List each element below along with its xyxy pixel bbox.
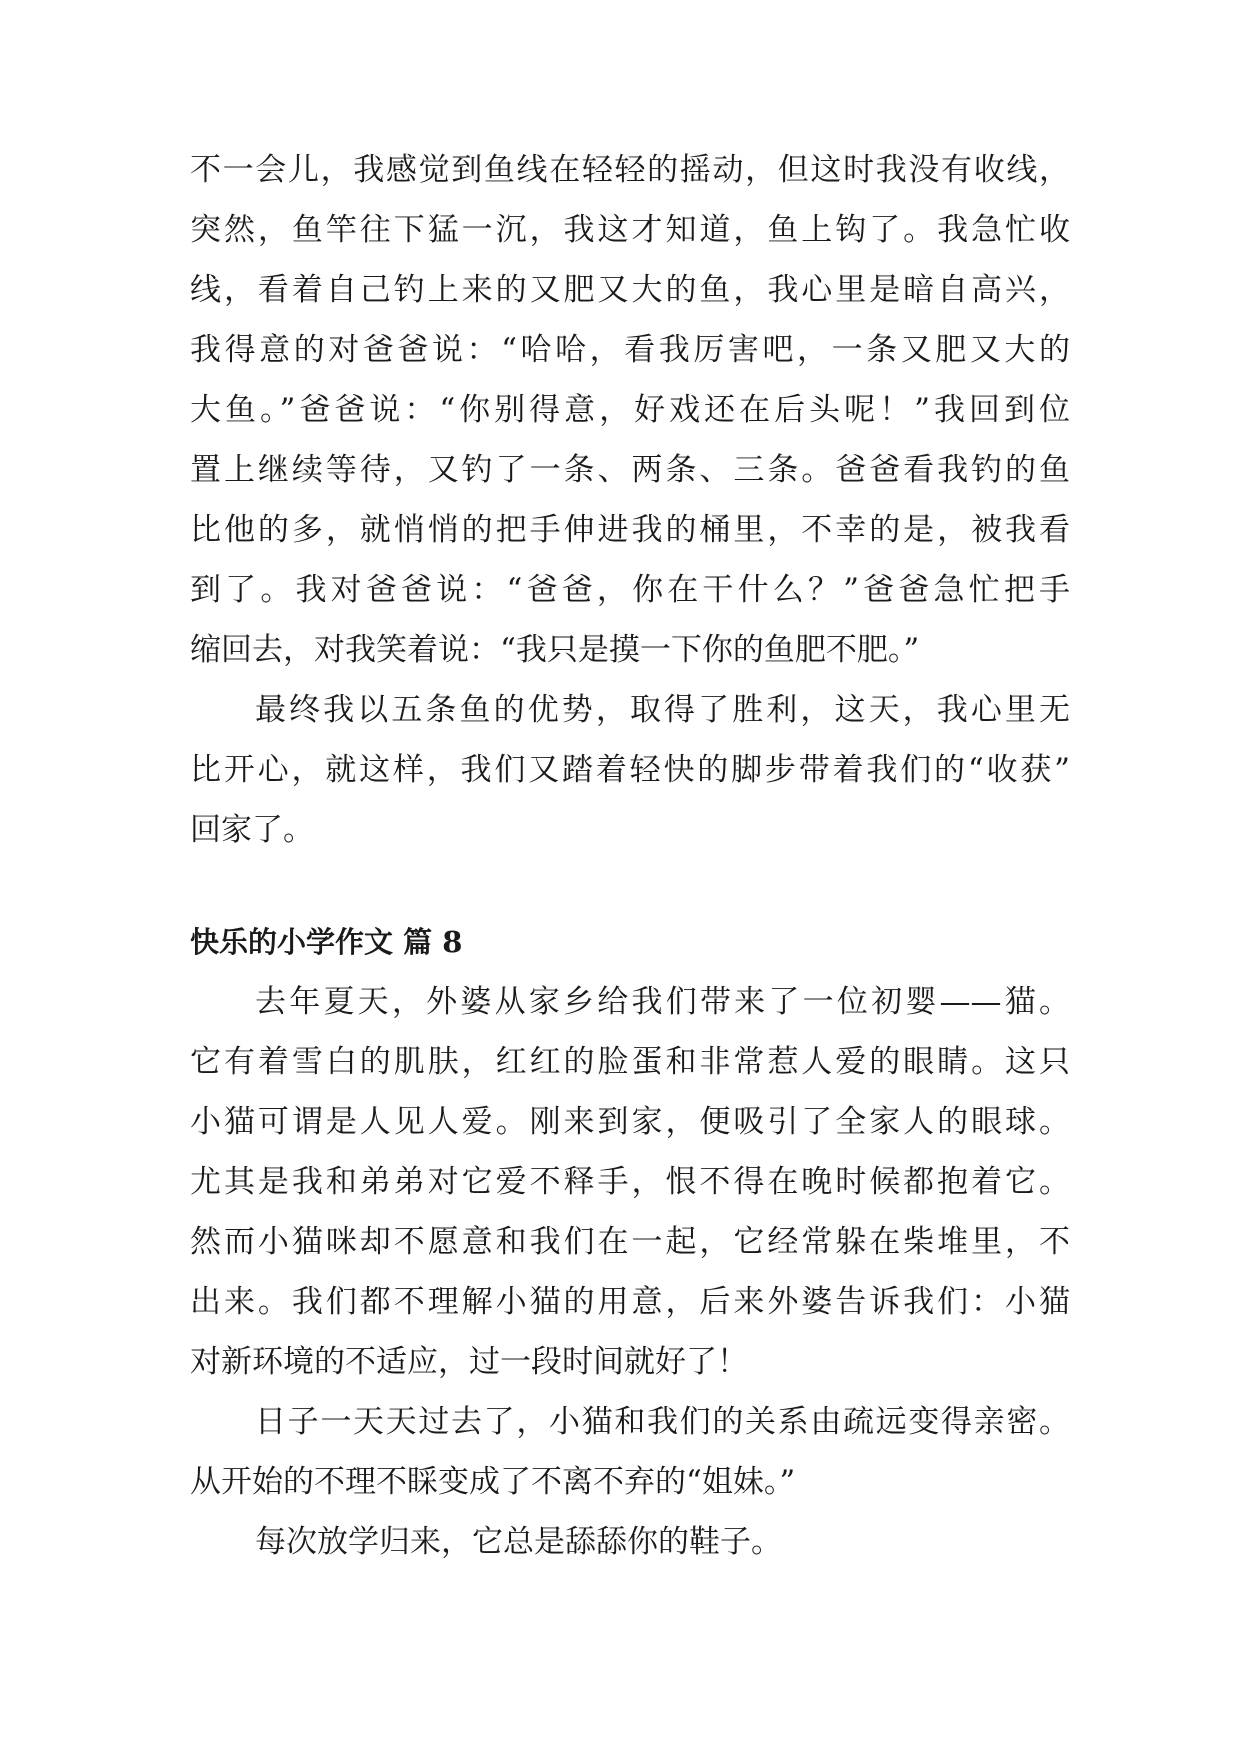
paragraph-line: 从开始的不理不睬变成了不离不弃的“姐妹。” xyxy=(190,1464,796,1500)
section-heading: 快乐的小学作文 篇 8 xyxy=(190,925,463,959)
paragraph-line: 然而小猫咪却不愿意和我们在一起，它经常躲在柴堆里，不 xyxy=(190,1224,1070,1260)
paragraph-line: 大鱼。”爸爸说：“你别得意，好戏还在后头呢！”我回到位 xyxy=(190,392,1070,428)
paragraph-line: 突然，鱼竿往下猛一沉，我这才知道，鱼上钩了。我急忙收 xyxy=(190,212,1070,248)
paragraph-line: 尤其是我和弟弟对它爱不释手，恨不得在晚时候都抱着它。 xyxy=(190,1164,1070,1200)
paragraph-line: 比他的多，就悄悄的把手伸进我的桶里，不幸的是，被我看 xyxy=(190,512,1070,548)
paragraph-line: 线，看着自己钓上来的又肥又大的鱼，我心里是暗自高兴， xyxy=(190,272,1070,308)
paragraph-line: 它有着雪白的肌肤，红红的脸蛋和非常惹人爱的眼睛。这只 xyxy=(190,1044,1070,1080)
paragraph-line: 最终我以五条鱼的优势，取得了胜利，这天，我心里无 xyxy=(255,692,1070,728)
paragraph-line: 出来。我们都不理解小猫的用意，后来外婆告诉我们：小猫 xyxy=(190,1284,1070,1320)
paragraph-line: 小猫可谓是人见人爱。刚来到家，便吸引了全家人的眼球。 xyxy=(190,1104,1070,1140)
paragraph-line: 每次放学归来，它总是舔舔你的鞋子。 xyxy=(255,1524,782,1560)
paragraph-line: 回家了。 xyxy=(190,812,314,848)
paragraph-line: 去年夏天，外婆从家乡给我们带来了一位初婴——猫。 xyxy=(255,984,1070,1020)
paragraph-line: 置上继续等待，又钓了一条、两条、三条。爸爸看我钓的鱼 xyxy=(190,452,1070,488)
paragraph-line: 日子一天天过去了，小猫和我们的关系由疏远变得亲密。 xyxy=(255,1404,1070,1440)
paragraph-line: 不一会儿，我感觉到鱼线在轻轻的摇动，但这时我没有收线， xyxy=(190,152,1070,188)
paragraph-line: 我得意的对爸爸说：“哈哈，看我厉害吧，一条又肥又大的 xyxy=(190,332,1070,368)
paragraph-line: 对新环境的不适应，过一段时间就好了！ xyxy=(190,1344,748,1380)
paragraph-line: 缩回去，对我笑着说：“我只是摸一下你的鱼肥不肥。” xyxy=(190,632,920,668)
paragraph-line: 比开心，就这样，我们又踏着轻快的脚步带着我们的“收获” xyxy=(190,752,1070,788)
paragraph-line: 到了。我对爸爸说：“爸爸，你在干什么？”爸爸急忙把手 xyxy=(190,572,1070,608)
